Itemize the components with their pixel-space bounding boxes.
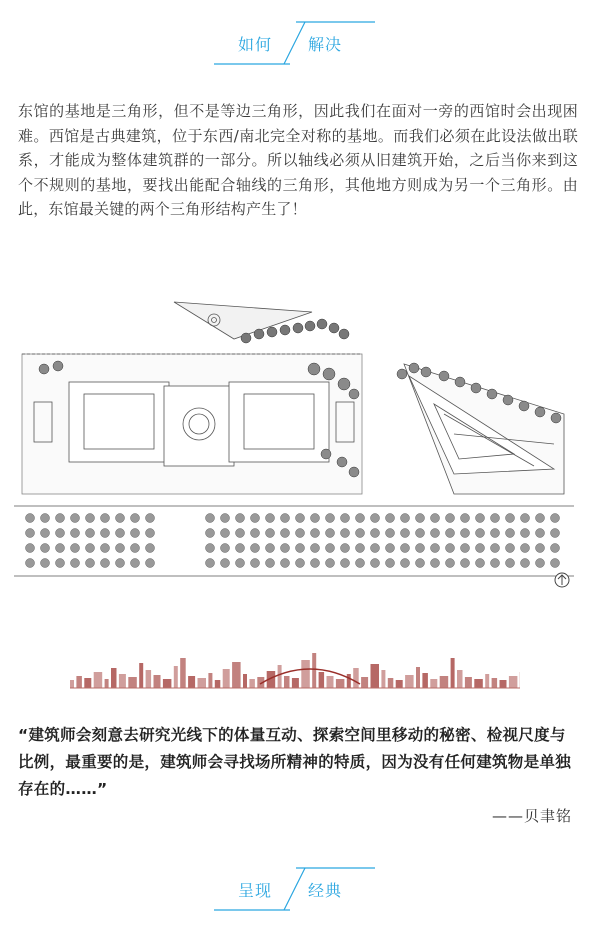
- quote-text: “建筑师会刻意去研究光线下的体量互动、探索空间里移动的秘密、检视尺度与比例，最重要的是，建筑师会寻找场所精神的特质，因为没有任何建筑物是单独存在的……”: [18, 726, 572, 798]
- section-header-frame: [210, 866, 380, 914]
- north-arrow-icon: [555, 573, 569, 587]
- section-header-frame: [210, 20, 380, 68]
- section-header-right-label: 经典: [308, 881, 343, 900]
- quote-attribution: ——贝聿铭: [491, 807, 572, 825]
- section-header-present-classic: [210, 866, 380, 914]
- section-header-left-label: 呈现: [238, 881, 273, 900]
- section-header-right-label: 解决: [308, 35, 343, 54]
- section-header-how-solve: [210, 20, 380, 68]
- site-plan-drawing: [14, 294, 574, 594]
- section-header-left-label: 如何: [238, 35, 273, 54]
- body-paragraph: 东馆的基地是三角形，但不是等边三角形，因此我们在面对一旁的西馆时会出现困难。西馆是古典建筑，位于东西/南北完全对称的基地。而我们必须在此设法做出联系，才能成为整体建筑群的一部分。所以轴线必须从旧建筑开始，之后当你来到这个不规则的基地，要找出能配合轴线的三角形，其他地方则成为另一个三角形。由此，东馆最关键的两个三角形结构产生了！: [18, 102, 578, 218]
- city-skyline-illustration: [70, 640, 520, 690]
